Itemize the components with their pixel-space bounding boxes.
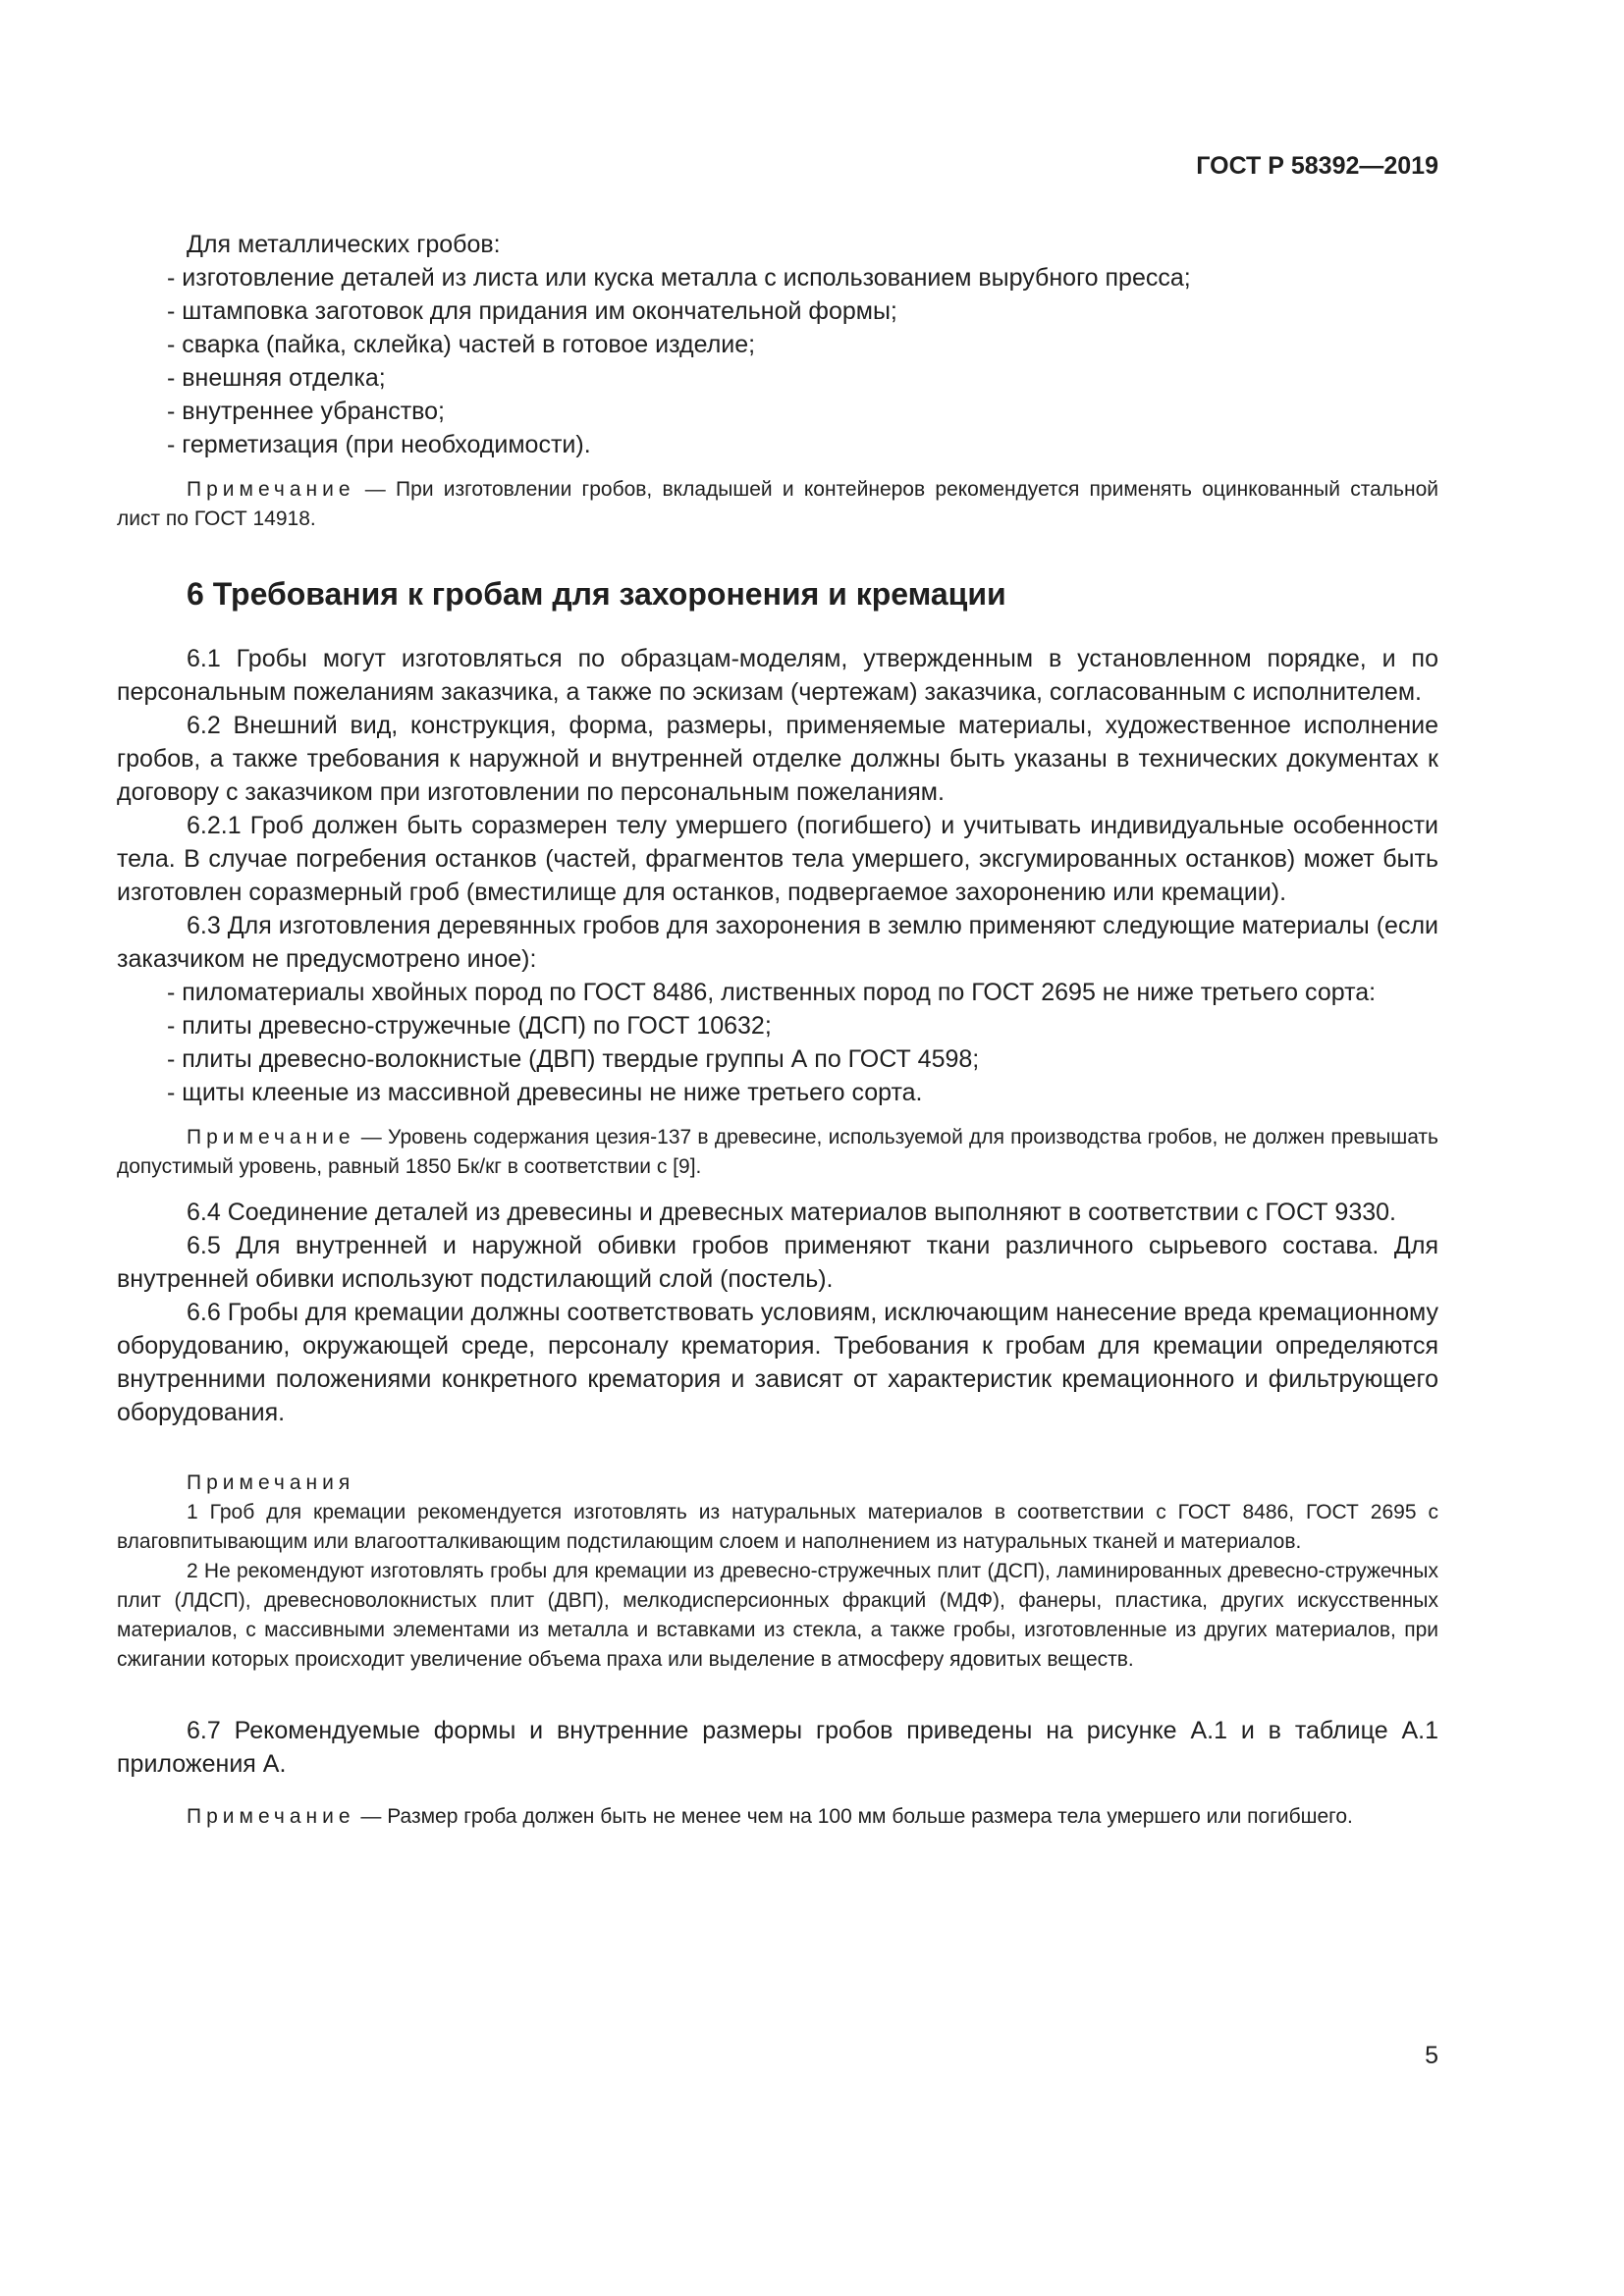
note-text: — Уровень содержания цезия-137 в древесине, используемой для производства гробов, не должен превышать допустимый уровень, равный 1850 Бк/кг в соответствии с [9]. [117, 1126, 1438, 1178]
list-item: - внешняя отделка; [167, 364, 386, 392]
section-heading: 6 Требования к гробам для захоронения и кремации [187, 576, 1006, 612]
note-cesium [117, 1123, 1438, 1182]
list-item: - штамповка заготовок для придания им окончательной формы; [167, 297, 897, 325]
list-item: - пиломатериалы хвойных пород по ГОСТ 8486, лиственных пород по ГОСТ 2695 не ниже третьего сорта: [167, 979, 1377, 1006]
document-body [117, 228, 1438, 1832]
note-text: — Размер гроба должен быть не менее чем на 100 мм больше размера тела умершего или погибшего. [354, 1805, 1353, 1828]
note-text: — При изготовлении гробов, вкладышей и контейнеров рекомендуется применять оцинкованный стальной лист по ГОСТ 14918. [117, 478, 1438, 530]
list-item: - внутреннее убранство; [167, 398, 445, 425]
note-size [117, 1802, 1438, 1832]
paragraph-6-2-1: 6.2.1 Гроб должен быть соразмерен телу умершего (погибшего) и учитывать индивидуальные особенности тела. В случае погребения останков (частей, фрагментов тела умершего, эксгумированных останков) может быть изготовлен соразмерный гроб (вместилище для останков, подвергаемое захоронению или кремации). [117, 812, 1438, 906]
note-item: 2 Не рекомендуют изготовлять гробы для кремации из древесно-стружечных плит (ДСП), ламинированных древесно-стружечных плит (ЛДСП), древесноволокнистых плит (ДВП), мелкодисперсионных фракций (МДФ), фанеры, пластика, других искусственных материалов, с массивными элементами из металла и вставками из стекла, а также гробы, изготовленные из других материалов, при сжигании которых происходит увеличение объема праха или выделение в атмосферу ядовитых веществ. [117, 1560, 1438, 1671]
note-label: Примечание [187, 1126, 355, 1148]
document-page [117, 0, 1438, 2296]
paragraph-6-2: 6.2 Внешний вид, конструкция, форма, размеры, применяемые материалы, художественное исполнение гробов, а также требования к наружной и внутренней отделке должны быть указаны в технических документах к договору с заказчиком при изготовлении по персональным пожеланиям. [117, 712, 1438, 806]
note-label: Примечание [187, 478, 355, 501]
paragraph-6-1: 6.1 Гробы могут изготовляться по образцам-моделям, утвержденным в установленном порядке, и по персональным пожеланиям заказчика, а также по эскизам (чертежам) заказчика, согласованным с исполнителем. [117, 645, 1438, 706]
note-item: 1 Гроб для кремации рекомендуется изготовлять из натуральных материалов в соответствии с ГОСТ 8486, ГОСТ 2695 с влаговпитывающим или влагоотталкивающим подстилающим слоем и наполнением из натуральных тканей и материалов. [117, 1501, 1438, 1553]
list-item: - изготовление деталей из листа или куска металла с использованием вырубного пресса; [167, 264, 1191, 292]
list-item: - щиты клееные из массивной древесины не ниже третьего сорта. [167, 1079, 923, 1106]
paragraph-6-7: 6.7 Рекомендуемые формы и внутренние размеры гробов приведены на рисунке А.1 и в таблице А.1 приложения А. [117, 1717, 1438, 1778]
list-item: - сварка (пайка, склейка) частей в готовое изделие; [167, 331, 756, 358]
paragraph-6-6: 6.6 Гробы для кремации должны соответствовать условиям, исключающим нанесение вреда кремационному оборудованию, окружающей среде, персоналу крематория. Требования к гробам для кремации определяются внутренними положениями конкретного крематория и зависят от характеристик кремационного и фильтрующего оборудования. [117, 1299, 1438, 1426]
paragraph-6-5: 6.5 Для внутренней и наружной обивки гробов применяют ткани различного сырьевого состава. Для внутренней обивки используют подстилающий слой (постель). [117, 1232, 1438, 1293]
document-id-header: ГОСТ Р 58392—2019 [1196, 152, 1438, 180]
note-label: Примечание [187, 1805, 355, 1828]
list-item: - плиты древесно-стружечные (ДСП) по ГОСТ 10632; [167, 1012, 772, 1040]
note-metal [117, 475, 1438, 534]
paragraph-6-4: 6.4 Соединение деталей из древесины и древесных материалов выполняют в соответствии с ГОСТ 9330. [187, 1199, 1396, 1226]
list-item: - плиты древесно-волокнистые (ДВП) твердые группы А по ГОСТ 4598; [167, 1045, 980, 1073]
list-item: - герметизация (при необходимости). [167, 431, 591, 458]
page-number: 5 [1425, 2042, 1438, 2069]
metal-intro: Для металлических гробов: [187, 231, 501, 258]
paragraph-6-3: 6.3 Для изготовления деревянных гробов для захоронения в землю применяют следующие материалы (если заказчиком не предусмотрено иное): [117, 912, 1438, 973]
notes-label: Примечания [187, 1471, 355, 1494]
